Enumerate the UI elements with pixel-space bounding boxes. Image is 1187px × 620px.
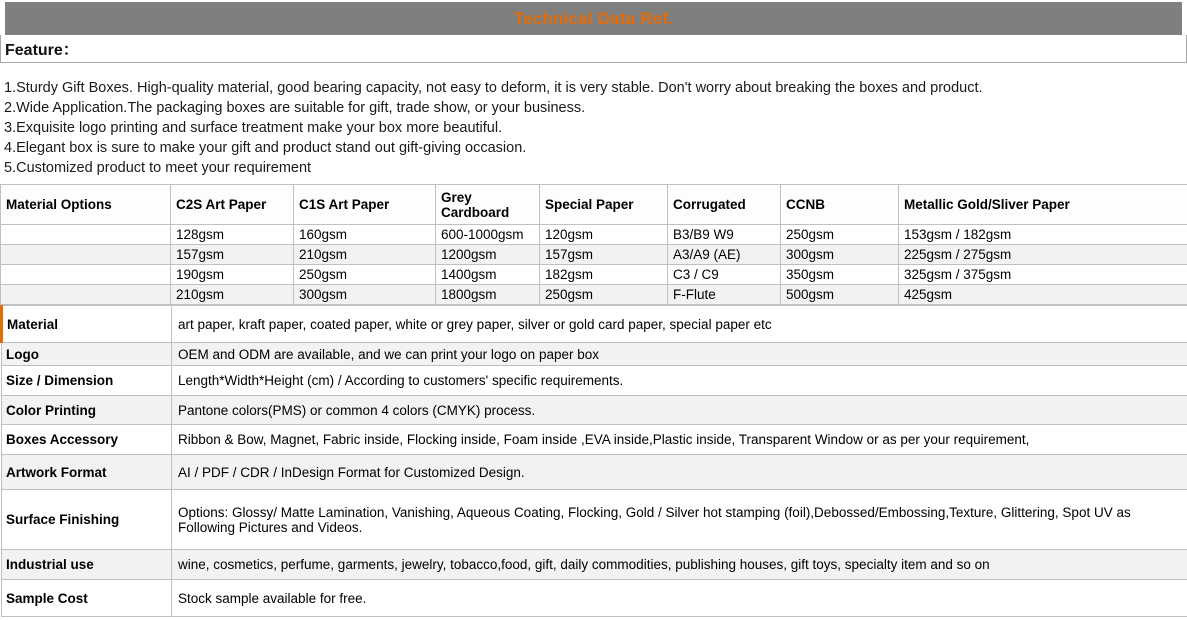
materials-cell: 300gsm — [294, 285, 436, 305]
materials-header-cell: Material Options — [1, 185, 171, 225]
materials-cell: 160gsm — [294, 225, 436, 245]
materials-table — [0, 184, 1187, 305]
spec-value: Ribbon & Bow, Magnet, Fabric inside, Flocking inside, Foam inside ,EVA inside,Plastic inside, Transparent Window or as per your requirement, — [172, 425, 1187, 455]
spec-value: Pantone colors(PMS) or common 4 colors (CMYK) process. — [172, 396, 1187, 425]
materials-cell: 153gsm / 182gsm — [899, 225, 1187, 245]
materials-header-cell: Special Paper — [540, 185, 668, 225]
materials-header-cell: C1S Art Paper — [294, 185, 436, 225]
spec-row — [2, 306, 1187, 343]
materials-cell: C3 / C9 — [668, 265, 781, 285]
materials-cell — [1, 245, 171, 265]
materials-cell: 325gsm / 375gsm — [899, 265, 1187, 285]
spec-value: Options: Glossy/ Matte Lamination, Vanishing, Aqueous Coating, Flocking, Gold / Silver hot stamping (foil),Debossed/Embossing,Texture, Glittering, Spot UV as Following Pictures and Videos. — [172, 490, 1187, 550]
spec-value: OEM and ODM are available, and we can print your logo on paper box — [172, 343, 1187, 366]
spec-value: art paper, kraft paper, coated paper, white or grey paper, silver or gold card paper, special paper etc — [172, 306, 1187, 343]
spec-value: AI / PDF / CDR / InDesign Format for Customized Design. — [172, 455, 1187, 490]
materials-cell — [1, 285, 171, 305]
feature-item: 5.Customized product to meet your requirement — [4, 160, 312, 176]
materials-row — [1, 225, 1187, 245]
materials-cell: B3/B9 W9 — [668, 225, 781, 245]
materials-cell: F-Flute — [668, 285, 781, 305]
spec-row — [2, 343, 1187, 366]
spec-row — [2, 580, 1187, 617]
materials-cell: 225gsm / 275gsm — [899, 245, 1187, 265]
feature-item: 1.Sturdy Gift Boxes. High-quality material, good bearing capacity, not easy to deform, it is very stable. Don't worry about breaking the boxes and product. — [4, 80, 983, 96]
spec-row — [2, 550, 1187, 580]
materials-header-row — [1, 185, 1187, 225]
materials-cell: 157gsm — [540, 245, 668, 265]
spec-label: Material — [2, 306, 172, 343]
spec-label: Boxes Accessory — [2, 425, 172, 455]
materials-cell: 1800gsm — [436, 285, 540, 305]
materials-header-cell: Grey Cardboard — [436, 185, 540, 225]
spec-value: Length*Width*Height (cm) / According to customers' specific requirements. — [172, 366, 1187, 396]
feature-item: 2.Wide Application.The packaging boxes are suitable for gift, trade show, or your business. — [4, 100, 586, 116]
spec-label: Color Printing — [2, 396, 172, 425]
feature-item: 3.Exquisite logo printing and surface treatment make your box more beautiful. — [4, 120, 503, 136]
materials-cell: 157gsm — [171, 245, 294, 265]
materials-cell: 210gsm — [171, 285, 294, 305]
materials-row — [1, 285, 1187, 305]
materials-cell: 250gsm — [294, 265, 436, 285]
materials-cell: 300gsm — [781, 245, 899, 265]
spec-value: wine, cosmetics, perfume, garments, jewelry, tobacco,food, gift, daily commodities, publishing houses, gift toys, specialty item and so on — [172, 550, 1187, 580]
materials-row — [1, 265, 1187, 285]
materials-row — [1, 245, 1187, 265]
materials-cell: 210gsm — [294, 245, 436, 265]
materials-cell: 128gsm — [171, 225, 294, 245]
feature-heading-row — [0, 35, 1187, 63]
spec-row — [2, 455, 1187, 490]
spec-label: Sample Cost — [2, 580, 172, 617]
spec-label: Industrial use — [2, 550, 172, 580]
materials-cell: 350gsm — [781, 265, 899, 285]
materials-cell: 190gsm — [171, 265, 294, 285]
materials-cell: 600-1000gsm — [436, 225, 540, 245]
materials-cell: 1200gsm — [436, 245, 540, 265]
spec-row — [2, 366, 1187, 396]
spec-row — [2, 396, 1187, 425]
materials-cell: 425gsm — [899, 285, 1187, 305]
spec-label: Size / Dimension — [2, 366, 172, 396]
spec-label: Artwork Format — [2, 455, 172, 490]
spec-label: Logo — [2, 343, 172, 366]
spec-label: Surface Finishing — [2, 490, 172, 550]
spec-body — [2, 306, 1187, 617]
feature-heading: Feature： — [5, 42, 79, 59]
materials-header-cell: Corrugated — [668, 185, 781, 225]
materials-cell: 500gsm — [781, 285, 899, 305]
materials-header-cell: C2S Art Paper — [171, 185, 294, 225]
materials-header-cell: CCNB — [781, 185, 899, 225]
materials-header-cell: Metallic Gold/Sliver Paper — [899, 185, 1187, 225]
spec-table — [0, 305, 1187, 617]
materials-cell: 182gsm — [540, 265, 668, 285]
materials-cell — [1, 225, 171, 245]
spec-value: Stock sample available for free. — [172, 580, 1187, 617]
title-bar — [5, 2, 1182, 35]
feature-list — [0, 63, 1187, 184]
page-title: Technical Data Ref. — [513, 8, 674, 28]
materials-cell: 250gsm — [781, 225, 899, 245]
materials-cell: 120gsm — [540, 225, 668, 245]
materials-cell — [1, 265, 171, 285]
spec-row — [2, 425, 1187, 455]
materials-cell: 250gsm — [540, 285, 668, 305]
materials-cell: A3/A9 (AE) — [668, 245, 781, 265]
materials-cell: 1400gsm — [436, 265, 540, 285]
spec-row — [2, 490, 1187, 550]
materials-body — [1, 225, 1187, 305]
feature-item: 4.Elegant box is sure to make your gift and product stand out gift-giving occasion. — [4, 140, 527, 156]
